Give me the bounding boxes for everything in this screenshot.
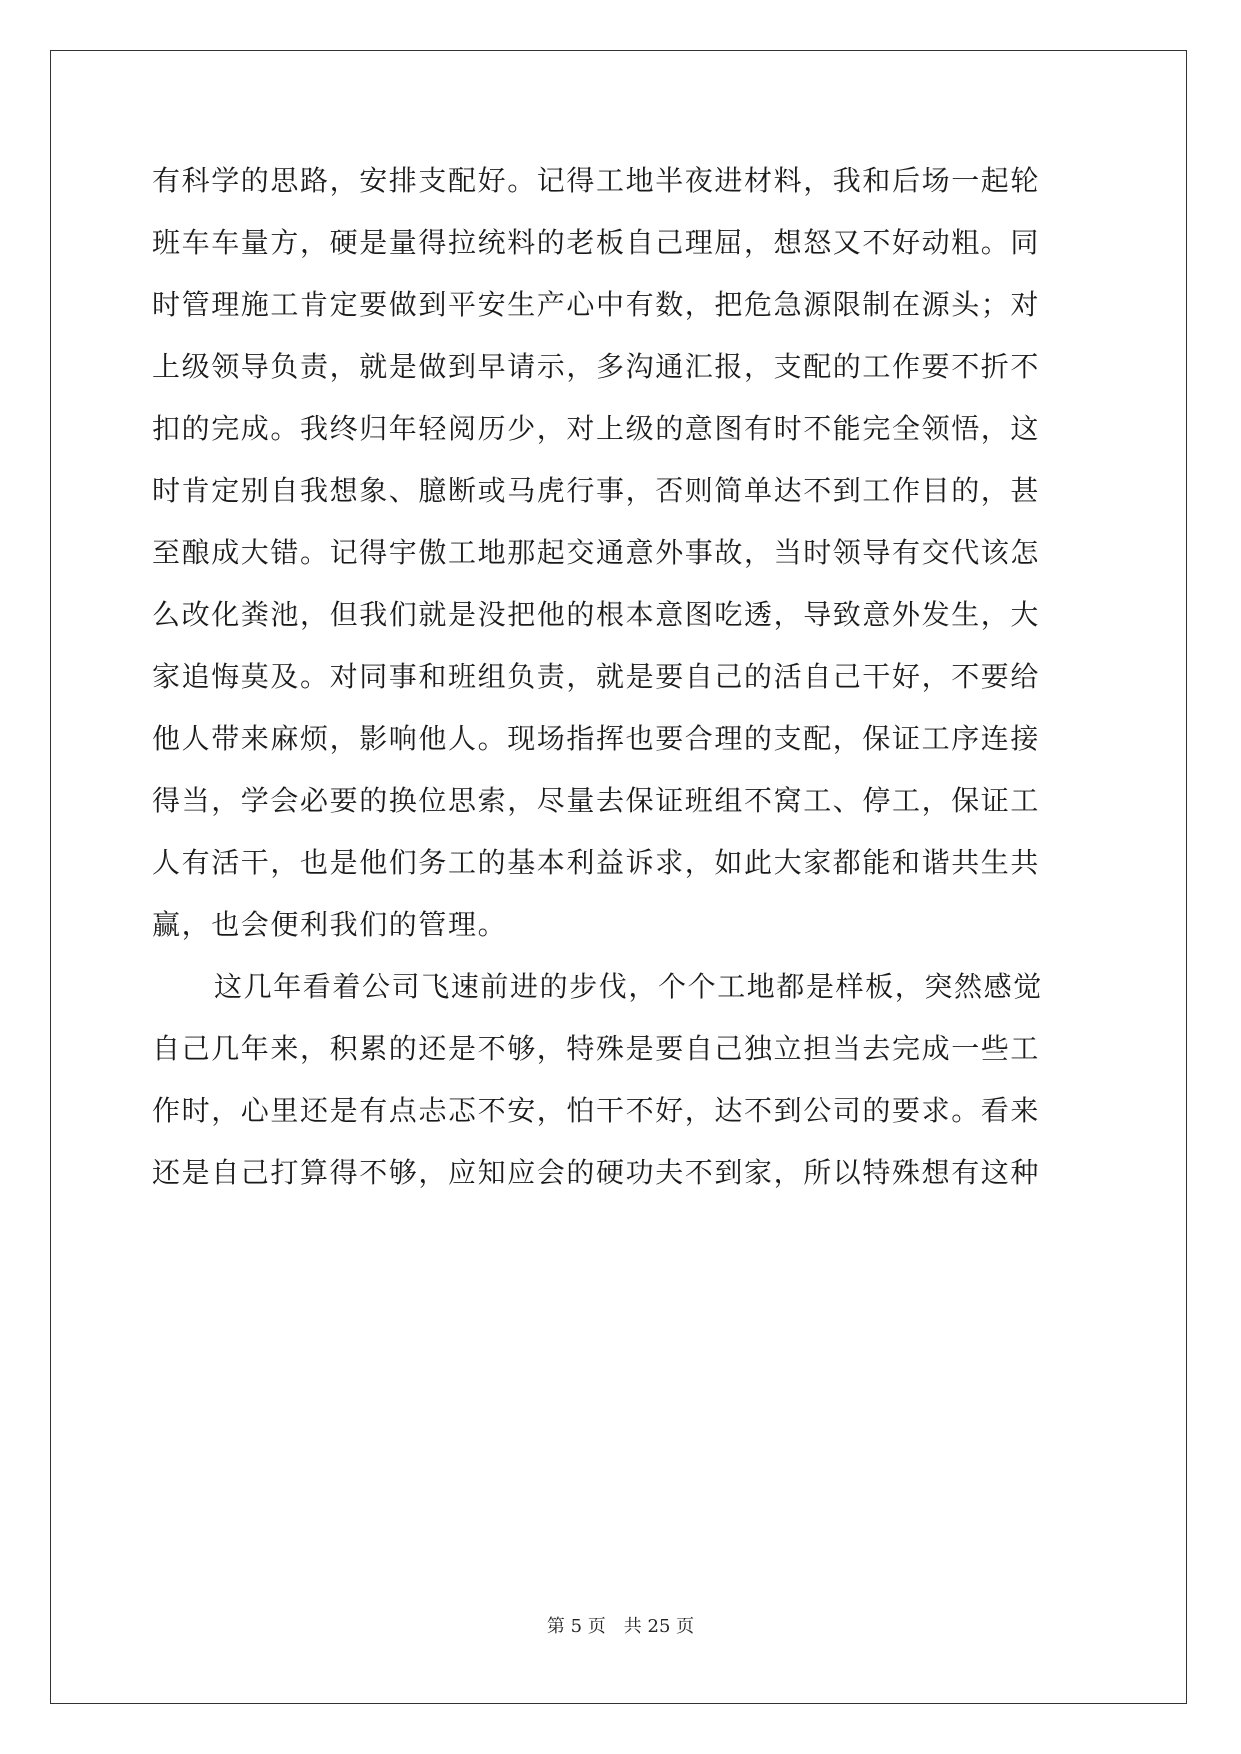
text-line: 上级领导负责，就是做到早请示，多沟通汇报，支配的工作要不折不 bbox=[152, 350, 1041, 383]
text-line: 扣的完成。我终归年轻阅历少，对上级的意图有时不能完全领悟，这 bbox=[152, 412, 1041, 445]
paragraph-2 bbox=[152, 956, 1090, 1204]
text-line: 时肯定别自我想象、臆断或马虎行事，否则简单达不到工作目的，甚 bbox=[152, 474, 1041, 507]
text-line: 得当，学会必要的换位思索，尽量去保证班组不窝工、停工，保证工 bbox=[152, 784, 1041, 817]
page-total: 共 25 页 bbox=[623, 1616, 695, 1637]
text-line: 他人带来麻烦，影响他人。现场指挥也要合理的支配，保证工序连接 bbox=[152, 722, 1041, 755]
paragraph-1 bbox=[152, 150, 1090, 956]
text-line: 家追悔莫及。对同事和班组负责，就是要自己的活自己干好，不要给 bbox=[152, 660, 1041, 693]
text-line: 这几年看着公司飞速前进的步伐，个个工地都是样板，突然感觉 bbox=[214, 970, 1043, 1003]
page-number: 第 5 页 bbox=[546, 1616, 606, 1637]
text-line: 有科学的思路，安排支配好。记得工地半夜进材料，我和后场一起轮 bbox=[152, 164, 1041, 197]
page-footer bbox=[0, 1612, 1241, 1638]
text-line: 班车车量方，硬是量得拉统料的老板自己理屈，想怒又不好动粗。同 bbox=[152, 226, 1041, 259]
text-line: 么改化粪池，但我们就是没把他的根本意图吃透，导致意外发生，大 bbox=[152, 598, 1041, 631]
text-line: 还是自己打算得不够，应知应会的硬功夫不到家，所以特殊想有这种 bbox=[152, 1156, 1041, 1189]
text-line: 赢，也会便利我们的管理。 bbox=[152, 908, 508, 941]
text-line: 作时，心里还是有点忐忑不安，怕干不好，达不到公司的要求。看来 bbox=[152, 1094, 1041, 1127]
document-body bbox=[152, 150, 1090, 1204]
text-line: 自己几年来，积累的还是不够，特殊是要自己独立担当去完成一些工 bbox=[152, 1032, 1041, 1065]
text-line: 人有活干，也是他们务工的基本利益诉求，如此大家都能和谐共生共 bbox=[152, 846, 1041, 879]
text-line: 时管理施工肯定要做到平安生产心中有数，把危急源限制在源头；对 bbox=[152, 288, 1041, 321]
text-line: 至酿成大错。记得宇傲工地那起交通意外事故，当时领导有交代该怎 bbox=[152, 536, 1041, 569]
